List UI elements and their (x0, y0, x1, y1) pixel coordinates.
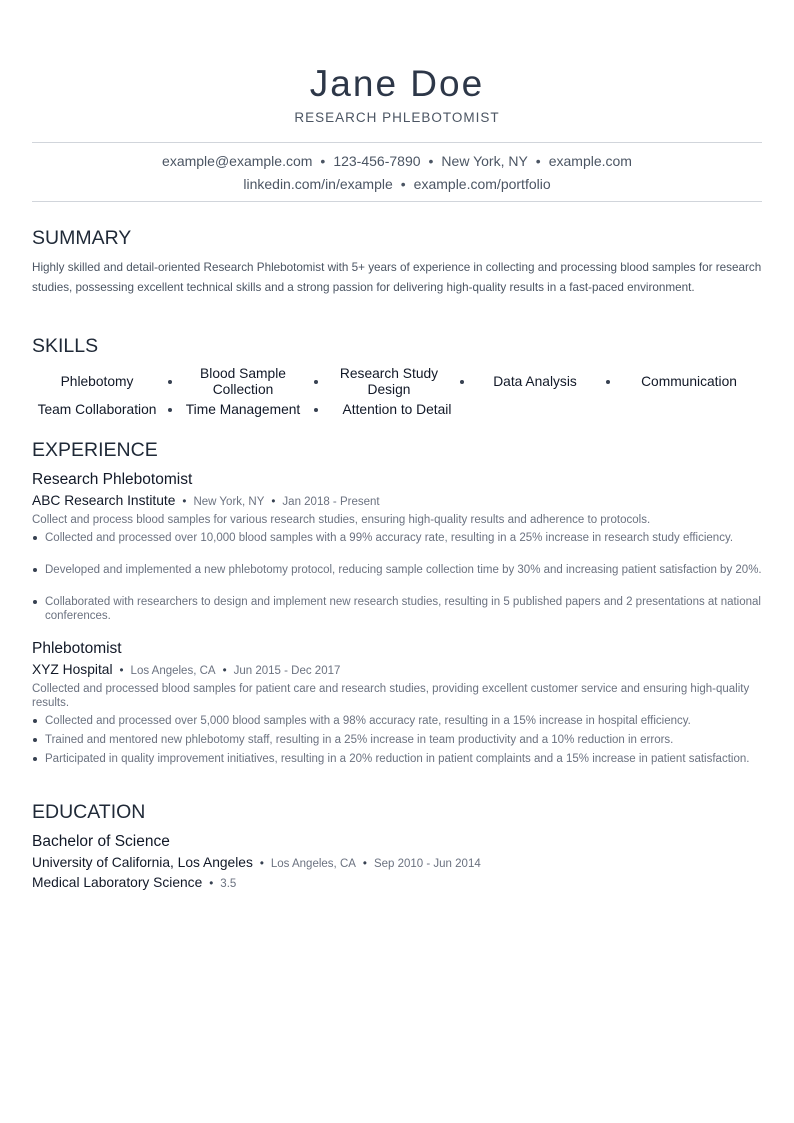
header-divider-bottom (32, 201, 762, 202)
meta-separator: • (271, 496, 276, 508)
job-location: Los Angeles, CA (130, 665, 216, 677)
skill-item: Time Management (185, 402, 301, 417)
school-name: University of California, Los Angeles (32, 855, 253, 870)
summary-heading: SUMMARY (32, 227, 132, 249)
summary-text: Highly skilled and detail-oriented Research Phlebotomist with 5+ years of experience in collecting and processing blood samples for research studies, possessing excellent technical skills and a strong passion for delivering high-quality results in a fast-paced environment. (32, 261, 762, 294)
education-meta (32, 854, 481, 873)
job-title: Phlebotomist (32, 640, 122, 657)
header-divider-top (32, 142, 762, 143)
education-dates: Sep 2010 - Jun 2014 (373, 858, 481, 870)
linkedin-link[interactable]: linkedin.com/in/example (243, 176, 393, 192)
skill-separator-dot (606, 380, 610, 384)
job-title: Research Phlebotomist (32, 471, 193, 488)
skill-item: Research Study Design (339, 366, 439, 397)
skill-item: Attention to Detail (342, 402, 452, 417)
website-link[interactable]: example.com (548, 153, 632, 169)
email-link[interactable]: example@example.com (162, 153, 313, 169)
meta-separator: • (259, 858, 264, 870)
bullet-dot (33, 738, 37, 742)
experience-heading: EXPERIENCE (32, 439, 158, 461)
job-meta (32, 492, 380, 511)
company-name: ABC Research Institute (32, 493, 176, 508)
meta-separator: • (209, 878, 214, 890)
bullet-dot (33, 568, 37, 572)
contact-line-2 (32, 175, 762, 193)
company-name: XYZ Hospital (32, 662, 113, 677)
bullet-text: Trained and mentored new phlebotomy staff, resulting in a 25% increase in team productivity and a 10% reduction in errors. (45, 734, 674, 746)
bullet-dot (33, 600, 37, 604)
job-location: New York, NY (193, 496, 265, 508)
skill-item: Data Analysis (493, 374, 577, 389)
meta-separator: • (119, 665, 124, 677)
education-field-row (32, 874, 236, 893)
bullet-dot (33, 719, 37, 723)
contact-separator: • (320, 153, 326, 169)
job-dates: Jun 2015 - Dec 2017 (233, 665, 341, 677)
skills-heading: SKILLS (32, 335, 99, 357)
contact-line-1 (32, 152, 762, 170)
bullet-text: Participated in quality improvement initiatives, resulting in a 20% reduction in patient complaints and a 15% increase in patient satisfaction. (45, 753, 750, 765)
skill-separator-dot (168, 408, 172, 412)
bullet-text: Collected and processed over 10,000 blood samples with a 99% accuracy rate, resulting in a 25% increase in research study efficiency. (45, 532, 734, 544)
job-dates: Jan 2018 - Present (282, 496, 380, 508)
meta-separator: • (222, 665, 227, 677)
skill-item: Blood Sample Collection (200, 366, 286, 397)
skill-separator-dot (314, 408, 318, 412)
bullet-dot (33, 757, 37, 761)
bullet-text: Collected and processed over 5,000 blood samples with a 98% accuracy rate, resulting in a 15% increase in hospital efficiency. (45, 715, 691, 727)
contact-separator: • (400, 176, 406, 192)
bullet-text: Developed and implemented a new phlebotomy protocol, reducing sample collection time by 30% and increasing patient satisfaction by 20%. (45, 564, 762, 576)
meta-separator: • (362, 858, 367, 870)
degree-name: Bachelor of Science (32, 833, 170, 850)
gpa-value: 3.5 (220, 878, 237, 890)
portfolio-link[interactable]: example.com/portfolio (413, 176, 551, 192)
phone-number: 123-456-7890 (333, 153, 421, 169)
contact-separator: • (535, 153, 541, 169)
field-of-study: Medical Laboratory Science (32, 875, 203, 890)
school-location: Los Angeles, CA (270, 858, 356, 870)
education-heading: EDUCATION (32, 801, 146, 823)
candidate-name: Jane Doe (309, 63, 485, 104)
skill-separator-dot (314, 380, 318, 384)
skills-grid (32, 366, 762, 422)
skill-separator-dot (168, 380, 172, 384)
contact-separator: • (428, 153, 434, 169)
bullet-dot (33, 536, 37, 540)
skill-item: Team Collaboration (37, 402, 157, 417)
job-description: Collected and processed blood samples for patient care and research studies, providing excellent customer service and ensuring high-quality results. (32, 683, 750, 709)
job-description: Collect and process blood samples for various research studies, ensuring high-quality results and adherence to protocols. (32, 514, 651, 526)
location-text: New York, NY (441, 153, 528, 169)
bullet-text: Collaborated with researchers to design and implement new research studies, resulting in 5 published papers and 2 presentations at national conferences. (45, 596, 761, 622)
job-meta (32, 661, 340, 680)
meta-separator: • (182, 496, 187, 508)
skill-separator-dot (460, 380, 464, 384)
candidate-title: RESEARCH PHLEBOTOMIST (294, 110, 500, 125)
skill-item: Communication (641, 374, 737, 389)
skill-item: Phlebotomy (60, 374, 134, 389)
